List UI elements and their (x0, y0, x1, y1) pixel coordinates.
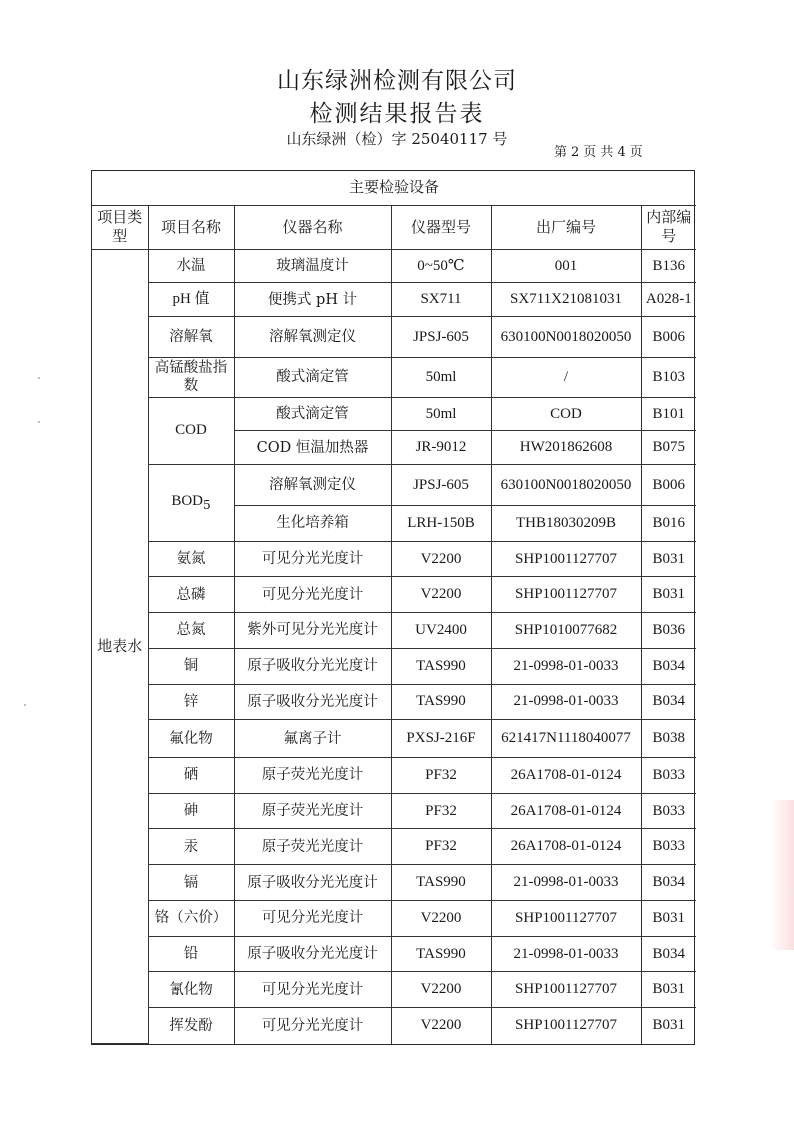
serial-number-cell: 26A1708-01-0124 (491, 829, 641, 865)
internal-code-cell: B103 (641, 357, 696, 397)
internal-code-cell: B034 (641, 936, 696, 972)
table-row (92, 720, 696, 758)
serial-number-cell: 621417N1118040077 (491, 720, 641, 758)
item-name-cell: 铬（六价） (148, 900, 234, 936)
scan-speck (38, 377, 40, 379)
table-row (92, 613, 696, 649)
instrument-name-cell: 原子荧光光度计 (234, 829, 391, 865)
instrument-name-cell: 溶解氧测定仪 (234, 465, 391, 506)
internal-code-cell: B033 (641, 793, 696, 829)
scan-speck (38, 421, 40, 423)
model-cell: LRH-150B (391, 505, 491, 541)
internal-code-cell: B031 (641, 972, 696, 1008)
column-header: 项目类型 (92, 205, 148, 249)
serial-number-cell: SHP1001127707 (491, 577, 641, 613)
instrument-name-cell: 可见分光光度计 (234, 900, 391, 936)
serial-number-cell: 001 (491, 249, 641, 283)
item-name-cell: 硒 (148, 758, 234, 794)
item-name-text: BOD (171, 493, 203, 510)
instrument-name-cell: 溶解氧测定仪 (234, 316, 391, 357)
model-cell: JPSJ-605 (391, 465, 491, 506)
item-name-cell: 总氮 (148, 613, 234, 649)
item-name-cell: 镉 (148, 865, 234, 901)
instrument-name-cell: 酸式滴定管 (234, 357, 391, 397)
instrument-name-cell: 酸式滴定管 (234, 397, 391, 431)
table-row (92, 1008, 696, 1044)
table-row (92, 648, 696, 684)
item-name-cell: 铅 (148, 936, 234, 972)
internal-code-cell: A028-1 (641, 283, 696, 317)
item-name-cell: COD (148, 397, 234, 464)
equipment-table (92, 171, 696, 1044)
internal-code-cell: B031 (641, 1008, 696, 1044)
model-cell: V2200 (391, 1008, 491, 1044)
table-row (92, 249, 696, 283)
column-header: 仪器型号 (391, 205, 491, 249)
item-name-cell: 锌 (148, 684, 234, 720)
serial-number-cell: 630100N0018020050 (491, 465, 641, 506)
internal-code-cell: B034 (641, 648, 696, 684)
model-cell: 50ml (391, 397, 491, 431)
model-cell: TAS990 (391, 648, 491, 684)
table-row (92, 936, 696, 972)
serial-number-cell: SHP1001127707 (491, 1008, 641, 1044)
table-row (92, 541, 696, 577)
instrument-name-cell: 可见分光光度计 (234, 541, 391, 577)
model-cell: V2200 (391, 541, 491, 577)
item-name-cell: 溶解氧 (148, 316, 234, 357)
instrument-name-cell: 原子吸收分光光度计 (234, 684, 391, 720)
serial-number-cell: COD (491, 397, 641, 431)
serial-number-cell: 26A1708-01-0124 (491, 758, 641, 794)
internal-code-cell: B136 (641, 249, 696, 283)
table-row (92, 397, 696, 431)
item-name-cell: 铜 (148, 648, 234, 684)
page-total: 4 (617, 145, 626, 160)
model-cell: PF32 (391, 829, 491, 865)
serial-number-cell: SX711X21081031 (491, 283, 641, 317)
internal-code-cell: B033 (641, 758, 696, 794)
instrument-name-cell: 紫外可见分光光度计 (234, 613, 391, 649)
item-name-cell: 氨氮 (148, 541, 234, 577)
internal-code-cell: B006 (641, 316, 696, 357)
table-row (92, 865, 696, 901)
item-name-cell (148, 465, 234, 542)
internal-code-cell: B075 (641, 431, 696, 465)
column-header: 内部编号 (641, 205, 696, 249)
internal-code-cell: B036 (641, 613, 696, 649)
model-cell: V2200 (391, 577, 491, 613)
internal-code-cell: B101 (641, 397, 696, 431)
serial-number-cell: 21-0998-01-0033 (491, 648, 641, 684)
internal-code-cell: B033 (641, 829, 696, 865)
instrument-name-cell: COD 恒温加热器 (234, 431, 391, 465)
table-row (92, 793, 696, 829)
table-row (92, 972, 696, 1008)
instrument-name-cell: 生化培养箱 (234, 505, 391, 541)
model-cell: UV2400 (391, 613, 491, 649)
category-cell: 地表水 (92, 249, 148, 1043)
instrument-name-cell: 玻璃温度计 (234, 249, 391, 283)
page-suffix: 页 (629, 145, 643, 160)
item-name-cell: 高锰酸盐指数 (148, 357, 234, 397)
page-current: 2 (571, 145, 580, 160)
item-name-cell: 氟化物 (148, 720, 234, 758)
column-header: 出厂编号 (491, 205, 641, 249)
model-cell: PF32 (391, 793, 491, 829)
seal-edge-mark (770, 800, 794, 950)
item-name-cell: pH 值 (148, 283, 234, 317)
model-cell: PF32 (391, 758, 491, 794)
serial-number-cell: 21-0998-01-0033 (491, 865, 641, 901)
model-cell: PXSJ-216F (391, 720, 491, 758)
internal-code-cell: B016 (641, 505, 696, 541)
model-cell: 50ml (391, 357, 491, 397)
model-cell: JPSJ-605 (391, 316, 491, 357)
table-row (92, 758, 696, 794)
internal-code-cell: B038 (641, 720, 696, 758)
table-header-row (92, 205, 696, 249)
table-row (92, 829, 696, 865)
company-name: 山东绿洲检测有限公司 (277, 68, 517, 94)
table-row (92, 316, 696, 357)
instrument-name-cell: 可见分光光度计 (234, 972, 391, 1008)
model-cell: V2200 (391, 972, 491, 1008)
model-cell: TAS990 (391, 684, 491, 720)
serial-number-cell: SHP1010077682 (491, 613, 641, 649)
item-name-cell: 挥发酚 (148, 1008, 234, 1044)
model-cell: TAS990 (391, 936, 491, 972)
equipment-table-frame (91, 170, 695, 1045)
model-cell: TAS990 (391, 865, 491, 901)
internal-code-cell: B031 (641, 900, 696, 936)
item-name-cell: 汞 (148, 829, 234, 865)
serial-number-cell: / (491, 357, 641, 397)
item-name-cell: 砷 (148, 793, 234, 829)
instrument-name-cell: 原子荧光光度计 (234, 793, 391, 829)
internal-code-cell: B034 (641, 684, 696, 720)
table-title: 主要检验设备 (92, 171, 696, 205)
table-row (92, 357, 696, 397)
model-cell: V2200 (391, 900, 491, 936)
table-row (92, 684, 696, 720)
serial-number-cell: THB18030209B (491, 505, 641, 541)
instrument-name-cell: 可见分光光度计 (234, 1008, 391, 1044)
table-row (92, 577, 696, 613)
model-cell: JR-9012 (391, 431, 491, 465)
instrument-name-cell: 原子吸收分光光度计 (234, 648, 391, 684)
internal-code-cell: B006 (641, 465, 696, 506)
instrument-name-cell: 便携式 pH 计 (234, 283, 391, 317)
scan-speck (24, 704, 26, 706)
serial-number-cell: SHP1001127707 (491, 541, 641, 577)
item-subscript: 5 (202, 498, 211, 513)
page-indicator (554, 141, 647, 160)
report-number: 山东绿洲（检）字 25040117 号 (286, 130, 508, 148)
serial-number-cell: 21-0998-01-0033 (491, 684, 641, 720)
instrument-name-cell: 可见分光光度计 (234, 577, 391, 613)
serial-number-cell: 630100N0018020050 (491, 316, 641, 357)
item-name-cell: 水温 (148, 249, 234, 283)
instrument-name-cell: 原子荧光光度计 (234, 758, 391, 794)
internal-code-cell: B031 (641, 577, 696, 613)
serial-number-cell: SHP1001127707 (491, 972, 641, 1008)
page-mid: 页 共 (583, 145, 614, 160)
serial-number-cell: SHP1001127707 (491, 900, 641, 936)
model-cell: SX711 (391, 283, 491, 317)
column-header: 仪器名称 (234, 205, 391, 249)
column-header: 项目名称 (148, 205, 234, 249)
page-prefix: 第 (554, 145, 568, 160)
instrument-name-cell: 原子吸收分光光度计 (234, 865, 391, 901)
table-row (92, 283, 696, 317)
serial-number-cell: 21-0998-01-0033 (491, 936, 641, 972)
item-name-cell: 总磷 (148, 577, 234, 613)
serial-number-cell: 26A1708-01-0124 (491, 793, 641, 829)
serial-number-cell: HW201862608 (491, 431, 641, 465)
table-row (92, 900, 696, 936)
item-name-cell: 氰化物 (148, 972, 234, 1008)
table-row (92, 465, 696, 506)
report-title: 检测结果报告表 (309, 101, 485, 127)
instrument-name-cell: 氟离子计 (234, 720, 391, 758)
internal-code-cell: B034 (641, 865, 696, 901)
model-cell: 0~50℃ (391, 249, 491, 283)
internal-code-cell: B031 (641, 541, 696, 577)
instrument-name-cell: 原子吸收分光光度计 (234, 936, 391, 972)
